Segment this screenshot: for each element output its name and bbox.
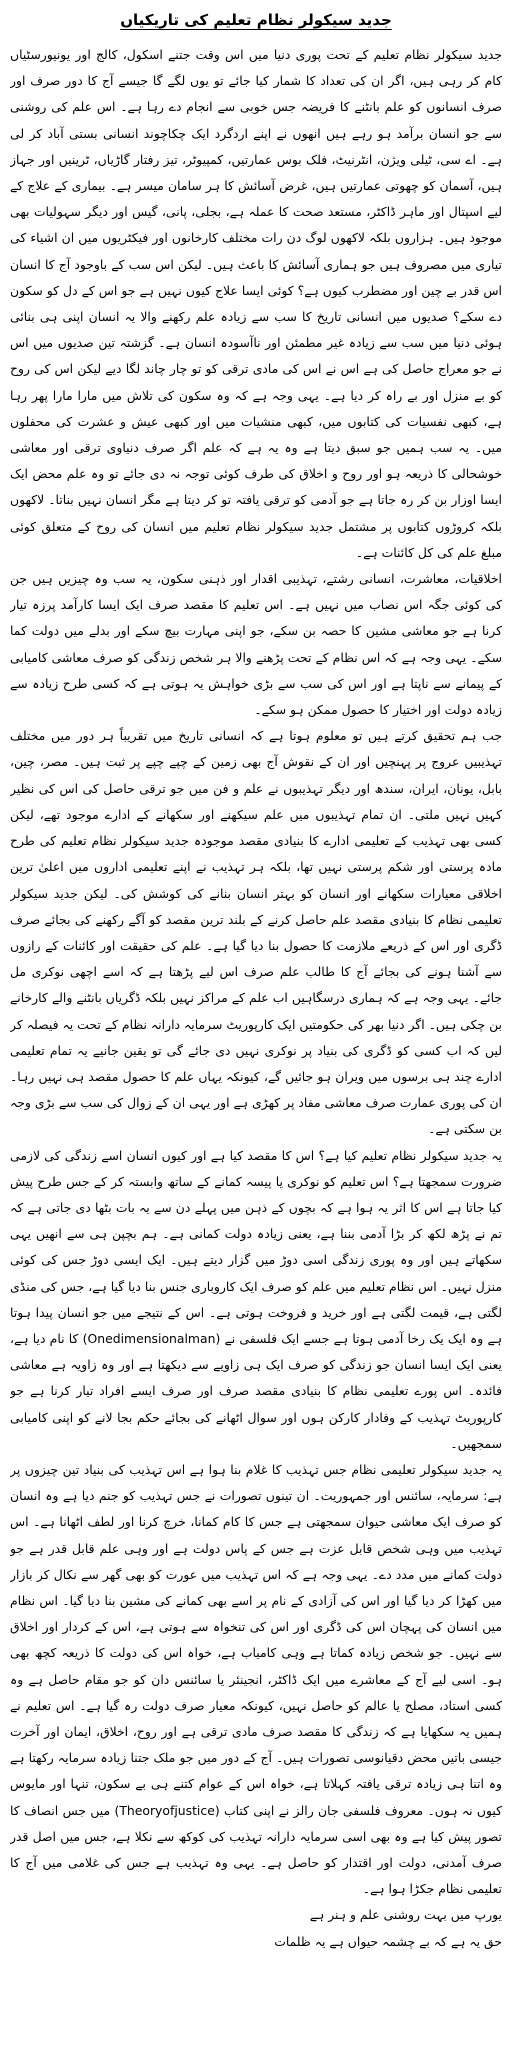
- article-paragraph: جدید سیکولر نظام تعلیم کے تحت پوری دنیا میں اس وقت جتنے اسکول، کالج اور یونیورسٹیاں کام کر رہی ہیں، اگر ان کی تعداد کا شمار کیا جائے تو یوں لگے گا جیسے آج کا دور صرف اور صرف انسانوں کو علم بانٹنے کا فریضہ جس خوبی سے انجام دے رہا ہے۔ اس علم کی روشنی سے جو انسان برآمد ہو رہے ہیں انھوں نے اپنے اردگرد ایک چکاچوند انسانی بستی آباد کر لی ہے۔ اے سی، ٹیلی ویژن، انٹرنیٹ، فلک بوس عمارتیں، کمپیوٹر، تیز رفتار گاڑیاں، ٹرینیں اور جہاز ہیں، آسمان کو چھوتی عمارتیں ہیں، غرض آسائش کا ہر سامان میسر ہے۔ بیماری کے علاج کے لیے اسپتال اور ماہر ڈاکٹر، مستعد صحت کا عملہ ہے، بجلی، پانی، گیس اور دیگر سہولیات بھی موجود ہیں۔ ہزاروں بلکہ لاکھوں لوگ دن رات مختلف کارخانوں اور فیکٹریوں میں ان اشیاء کی تیاری میں مصروف ہیں جو ہماری آسائش کا باعث ہیں۔ لیکن اس سب کے باوجود آج کا انسان اس قدر بے چین اور مضطرب کیوں ہے؟ کوئی ایسا علاج کیوں نہیں ہے جو اس کے دل کو سکون دے سکے؟ صدیوں میں انسانی تاریخ کا سب سے زیادہ علم رکھنے والا یہ انسان اپنی ہی بنائی ہوئی دنیا میں سب سے زیادہ غیر مطمئن اور ناآسودہ انسان ہے۔ گزشتہ تین صدیوں میں اس نے جو معراج حاصل کی ہے اس نے اس کی مادی ترقی کو تو چار چاند لگا دیے لیکن اس کی روح کو بے منزل اور بے راہ کر دیا ہے۔ یہی وجہ ہے کہ وہ سکون کی تلاش میں مارا مارا پھر رہا ہے، کبھی نفسیات کی کتابوں میں، کبھی منشیات میں اور کبھی عیش و عشرت کی محفلوں میں۔ یہ سب ہمیں جو سبق دیتا ہے وہ یہ ہے کہ علم اگر صرف دنیاوی ترقی اور معاشی خوشحالی کا ذریعہ ہو اور روح و اخلاق کی طرف کوئی توجہ نہ دی جائے تو وہ علم محض ایک ایسا اوزار بن کر رہ جاتا ہے جو آدمی کو ترقی یافتہ تو کر دیتا ہے مگر انسان نہیں بناتا۔ لاکھوں بلکہ کروڑوں کتابوں پر مشتمل جدید سیکولر نظام تعلیم میں انسان کی روح کے متعلق کوئی مبلغ علم کی کل کائنات ہے۔: [10, 47, 502, 560]
- article-paragraph: یہ جدید سیکولر تعلیمی نظام جس تہذیب کا غلام بنا ہوا ہے اس تہذیب کی بنیاد تین چیزوں پر ہے: سرمایہ، سائنس اور جمہوریت۔ ان تینوں تصورات نے جس تہذیب کو جنم دیا ہے وہ انسان کو صرف ایک معاشی حیوان سمجھتی ہے جس کا کام کمانا، خرچ کرنا اور لطف اٹھانا ہے۔ اس تہذیب میں وہی شخص قابل عزت ہے جس کے پاس دولت ہے اور وہی علم قابل قدر ہے جو دولت کمانے میں مدد دے۔ یہی وجہ ہے کہ اس تہذیب میں عورت کو بھی گھر سے نکال کر بازار میں کھڑا کر دیا گیا اور اس کی آزادی کے نام پر اسے بھی کمانے کی مشین بنا دیا گیا۔ اس نظام میں انسان کی پہچان اس کی ڈگری اور اس کی تنخواہ سے ہوتی ہے، اس کے کردار اور اخلاق سے نہیں۔ جو شخص زیادہ کماتا ہے وہی کامیاب ہے، خواہ اس کی دولت کا ذریعہ کچھ بھی ہو۔ اسی لیے آج کے معاشرے میں ایک ڈاکٹر، انجینئر یا سائنس دان کو جو مقام حاصل ہے وہ کسی استاد، مصلح یا عالم کو حاصل نہیں، کیونکہ معیار صرف دولت رہ گیا ہے۔ اس تعلیم نے ہمیں یہ سکھایا ہے کہ زندگی کا مقصد صرف مادی ترقی ہے اور روح، اخلاق، ایمان اور آخرت جیسی باتیں محض دقیانوسی تصورات ہیں۔ آج کے دور میں جو ملک جتنا زیادہ سرمایہ رکھتا ہے وہ اتنا ہی زیادہ ترقی یافتہ کہلاتا ہے، خواہ اس کے عوام کتنے ہی بے سکون، تنہا اور مایوس کیوں نہ ہوں۔ معروف فلسفی جان رالز نے اپنی کتاب (Theoryofjustice) میں جس انصاف کا تصور پیش کیا ہے وہ بھی اسی سرمایہ دارانہ تہذیب کی کوکھ سے نکلا ہے، جس میں اصل قدر صرف آمدنی، دولت اور اقتدار کو حاصل ہے۔ یہی وہ تہذیب ہے جس کی غلامی میں آج کا تعلیمی نظام جکڑا ہوا ہے۔: [10, 1461, 502, 1897]
- article-paragraph: جب ہم تحقیق کرتے ہیں تو معلوم ہوتا ہے کہ انسانی تاریخ میں تقریباً ہر دور میں مختلف تہذیبیں عروج پر پہنچیں اور ان کے نقوش آج بھی زمین کے چپے چپے پر ثبت ہیں۔ مصر، چین، بابل، یونان، ایران، سندھ اور دیگر تہذیبوں نے علم و فن میں جو ترقی حاصل کی اس کی نظیر کہیں نہیں ملتی۔ ان تمام تہذیبوں میں علم سیکھنے اور سکھانے کے ادارے موجود تھے، لیکن کسی بھی تہذیب کے تعلیمی ادارے کا بنیادی مقصد موجودہ جدید سیکولر نظام تعلیم کی طرح مادہ پرستی اور شکم پرستی نہیں تھا، بلکہ ہر تہذیب نے اپنے تعلیمی اداروں میں اعلیٰ ترین اخلاقی معیارات سکھانے اور انسان کو بہتر انسان بنانے کی کوشش کی۔ لیکن جدید سیکولر تعلیمی نظام کا بنیادی مقصد علم حاصل کرنے کے بلند ترین مقصد کو آگے رکھنے کی بجائے صرف ڈگری اور اس کے ذریعے ملازمت کا حصول بنا دیا گیا ہے۔ علم کی حقیقت اور کائنات کے رازوں سے آشنا ہونے کی بجائے آج کا طالب علم صرف اس لیے پڑھتا ہے کہ اسے اچھی نوکری مل جائے۔ یہی وجہ ہے کہ ہماری درسگاہیں اب علم کے مراکز نہیں بلکہ ڈگریاں بانٹنے والے کارخانے بن چکی ہیں۔ اگر دنیا بھر کی حکومتیں ایک کارپوریٹ سرمایہ دارانہ نظام کے تحت یہ فیصلہ کر لیں کہ اب کسی کو ڈگری کی بنیاد پر نوکری نہیں دی جائے گی تو یقین جانیے یہ تمام تعلیمی ادارے چند ہی برسوں میں ویران ہو جائیں گے، کیونکہ یہاں علم کا حصول مقصد ہی نہیں رہا۔ ان کی پوری عمارت صرف معاشی مفاد پر کھڑی ہے اور یہی ان کے زوال کی سب سے بڑی وجہ بن سکتی ہے۔: [10, 728, 502, 1137]
- article-paragraph: اخلاقیات، معاشرت، انسانی رشتے، تہذیبی اقدار اور ذہنی سکون، یہ سب وہ چیزیں ہیں جن کی کوئی جگہ اس نصاب میں نہیں ہے۔ اس تعلیم کا مقصد صرف ایک ایسا کارآمد پرزہ تیار کرنا ہے جو معاشی مشین کا حصہ بن سکے، جو اپنی مہارت بیچ سکے اور بدلے میں دولت کما سکے۔ یہی وجہ ہے کہ اس نظام کے تحت پڑھنے والا ہر شخص زندگی کو صرف معاشی کامیابی کے پیمانے سے ناپتا ہے اور اس کی سب سے بڑی خواہش یہ ہوتی ہے کہ کسی طرح زیادہ سے زیادہ دولت اور اختیار کا حصول ممکن ہو سکے۔: [10, 571, 502, 718]
- poetry-line: یورپ میں بہت روشنی علم و ہنر ہے: [309, 1907, 502, 1923]
- article-body: [10, 42, 502, 2052]
- poetry-line: حق یہ ہے کہ بے چشمہ حیواں ہے یہ ظلمات: [274, 1933, 502, 1949]
- article-paragraph: یہ جدید سیکولر نظام تعلیم کیا ہے؟ اس کا مقصد کیا ہے اور کیوں انسان اسے زندگی کی لازمی ضرورت سمجھتا ہے؟ اس تعلیم کو نوکری یا پیسہ کمانے کے ساتھ وابستہ کر کے جس طرح پیش کیا جاتا ہے اس کا اثر یہ ہوا ہے کہ بچوں کے ذہن میں پہلے دن سے یہ بات بٹھا دی جاتی ہے کہ تم نے پڑھ لکھ کر بڑا آدمی بننا ہے، یعنی زیادہ دولت کمانی ہے۔ ہم بچپن ہی سے انھیں یہی سکھاتے ہیں اور وہ پوری زندگی اسی دوڑ میں گزار دیتے ہیں۔ ایک ایسی دوڑ جس کی کوئی منزل نہیں۔ اس نظام تعلیم میں علم کو صرف ایک کاروباری جنس بنا دیا گیا ہے، جس کی منڈی لگتی ہے، قیمت لگتی ہے اور خرید و فروخت ہوتی ہے۔ اس کے نتیجے میں جو انسان پیدا ہوتا ہے وہ ایک یک رخا آدمی ہوتا ہے جسے ایک فلسفی نے (Onedimensionalman) کا نام دیا ہے، یعنی ایک ایسا انسان جو زندگی کو صرف ایک ہی زاویے سے دیکھتا ہے اور وہ زاویہ ہے معاشی فائدہ۔ اس پورے تعلیمی نظام کا بنیادی مقصد صرف اور صرف ایسے افراد تیار کرنا ہے جو کارپوریٹ تہذیب کے وفادار کارکن ہوں اور سوال اٹھانے کی بجائے حکم بجا لانے کو اپنی کامیابی سمجھیں۔: [10, 1147, 502, 1451]
- article-title: جدید سیکولر نظام تعلیم کی تاریکیاں: [120, 11, 392, 29]
